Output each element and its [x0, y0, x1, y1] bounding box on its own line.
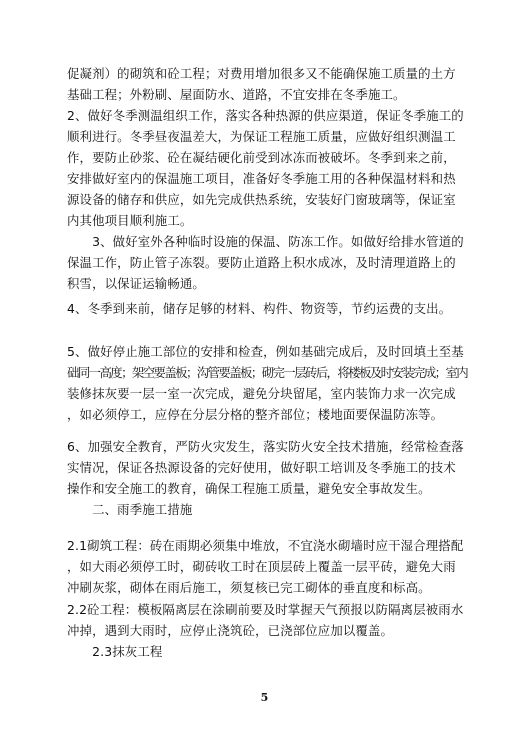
text-line: 2.3抹灰工程 [67, 644, 163, 659]
text-line: 积雪，以保证运输畅通。 [67, 276, 205, 291]
text-line: 5、做好停止施工部位的安排和检查，例如基础完成后，及时回填土至基 [67, 344, 464, 359]
text-line: 冲刷灰浆，砌体在雨后施工，须复核已完工砌体的垂直度和标高。 [67, 580, 431, 595]
text-line: 操作和安全施工的教育，确保工程施工质量，避免安全事故发生。 [67, 481, 431, 496]
text-line: 2.2砼工程：模板隔离层在涂刷前要及时掌握天气预报以防隔离层被雨水 [67, 602, 464, 617]
paragraph-2-2-concrete [67, 599, 467, 641]
text-line: ，如大雨必须停工时，砌砖收工时在顶层砖上覆盖一层平砖，避免大雨 [67, 559, 456, 574]
paragraph-item-6-safety [67, 436, 467, 499]
text-line: 内其他项目顺利施工。 [67, 213, 193, 228]
text-line: 保温工作，防止管子冻裂。要防止道路上积水成冰，及时清理道路上的 [67, 255, 456, 270]
text-line: 冲掉，遇到大雨时，应停止浇筑砼，已浇部位应加以覆盖。 [67, 623, 394, 638]
text-line: 6、加强安全教育，严防火灾发生，落实防火安全技术措施，经常检查落 [67, 439, 464, 454]
text-line: 促凝剂）的砌筑和砼工程；对费用增加很多又不能确保施工质量的土方 [67, 66, 456, 81]
text-line: 装修抹灰要一层一室一次完成，避免分块留尾，室内装饰力求一次完成 [67, 386, 456, 401]
paragraph-item-2-temperature [67, 105, 467, 231]
text-line: 顺利进行。冬季昼夜温差大，为保证工程施工质量，应做好组织测温工 [67, 129, 456, 144]
text-line: 安排做好室内的保温施工项目，准备好冬季施工用的各种保温材料和热 [67, 171, 456, 186]
text-line: 作，要防止砂浆、砼在凝结硬化前受到冰冻而被破坏。冬季到来之前， [67, 150, 456, 165]
text-line: 2.1砌筑工程：砖在雨期必须集中堆放，不宜浇水砌墙时应干湿合理搭配 [67, 538, 464, 553]
text-line: 二、雨季施工措施 [67, 502, 193, 517]
paragraph-item-4-storage [67, 298, 467, 319]
text-line: 基础工程；外粉刷、屋面防水、道路，不宜安排在冬季施工。 [67, 87, 406, 102]
paragraph-2-1-masonry [67, 535, 467, 598]
section-heading-rainy-season [67, 499, 467, 520]
paragraph-item-5-stoppage [67, 341, 467, 425]
text-line: 源设备的储存和供应，如先完成供热系统，安装好门窗玻璃等，保证室 [67, 192, 456, 207]
text-line: 4、冬季到来前，储存足够的材料、构件、物资等，节约运费的支出。 [67, 301, 452, 316]
paragraph-materials-continuation [67, 63, 467, 105]
page-number: 5 [260, 691, 269, 704]
text-line: 础同一高度；架空要盖板；沟管要盖板；砌完一层砖后，将楼板及时安装完成；室内 [67, 365, 468, 380]
text-line: 实情况，保证各热源设备的完好使用，做好职工培训及冬季施工的技术 [67, 460, 456, 475]
paragraph-item-3-outdoor [67, 231, 467, 294]
subheading-2-3-plastering [67, 641, 467, 662]
text-line: 3、做好室外各种临时设施的保温、防冻工作。如做好给排水管道的 [67, 234, 464, 249]
text-line: 2、做好冬季测温组织工作，落实各种热源的供应渠道，保证冬季施工的 [67, 108, 464, 123]
text-line: ，如必须停工，应停在分层分格的整齐部位；楼地面要保温防冻等。 [67, 407, 444, 422]
